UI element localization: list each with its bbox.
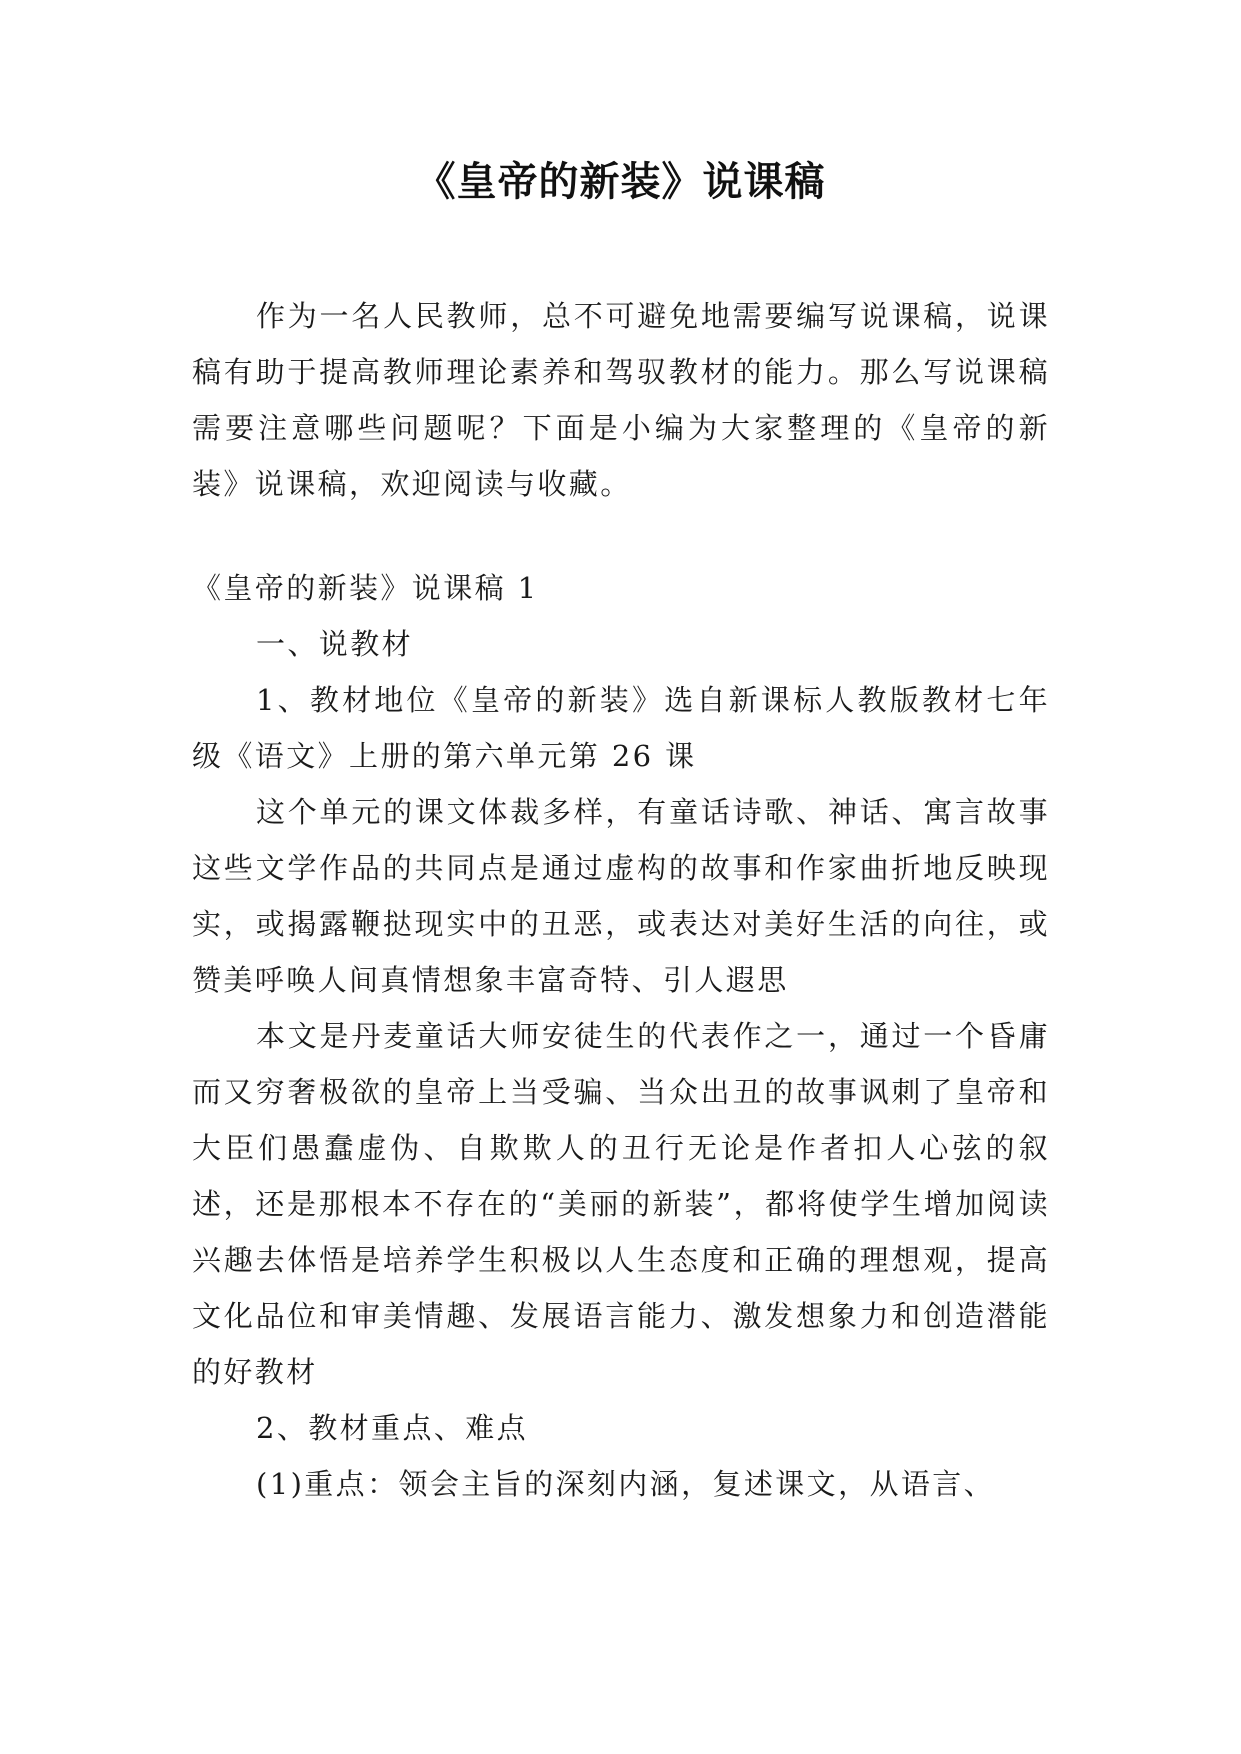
paragraph-key-points-heading: 2、教材重点、难点 [256, 1411, 529, 1445]
part-heading: 一、说教材 [256, 627, 414, 661]
section-heading: 《皇帝的新装》说课稿 1 [192, 571, 539, 605]
paragraph-key-point-1: (1)重点：领会主旨的深刻内涵，复述课文，从语言、 [256, 1467, 996, 1501]
document-body [192, 288, 1050, 1512]
paragraph-textbook-position: 1、教材地位《皇帝的新装》选自新课标人教版教材七年级《语文》上册的第六单元第 26 课 [192, 683, 1050, 773]
paragraph-unit-description: 这个单元的课文体裁多样，有童话诗歌、神话、寓言故事这些文学作品的共同点是通过虚构的故事和作家曲折地反映现实，或揭露鞭挞现实中的丑恶，或表达对美好生活的向往，或赞美呼唤人间真情想象丰富奇特、引人遐思 [192, 795, 1050, 997]
intro-paragraph: 作为一名人民教师，总不可避免地需要编写说课稿，说课稿有助于提高教师理论素养和驾驭教材的能力。那么写说课稿需要注意哪些问题呢？下面是小编为大家整理的《皇帝的新装》说课稿，欢迎阅读与收藏。 [192, 299, 1050, 501]
paragraph-text-analysis: 本文是丹麦童话大师安徒生的代表作之一，通过一个昏庸而又穷奢极欲的皇帝上当受骗、当众出丑的故事讽刺了皇帝和大臣们愚蠢虚伪、自欺欺人的丑行无论是作者扣人心弦的叙述，还是那根本不存在的“美丽的新装”，都将使学生增加阅读兴趣去体悟是培养学生积极以人生态度和正确的理想观，提高文化品位和审美情趣、发展语言能力、激发想象力和创造潜能的好教材 [192, 1019, 1050, 1389]
page-title: 《皇帝的新装》说课稿 [415, 159, 826, 205]
